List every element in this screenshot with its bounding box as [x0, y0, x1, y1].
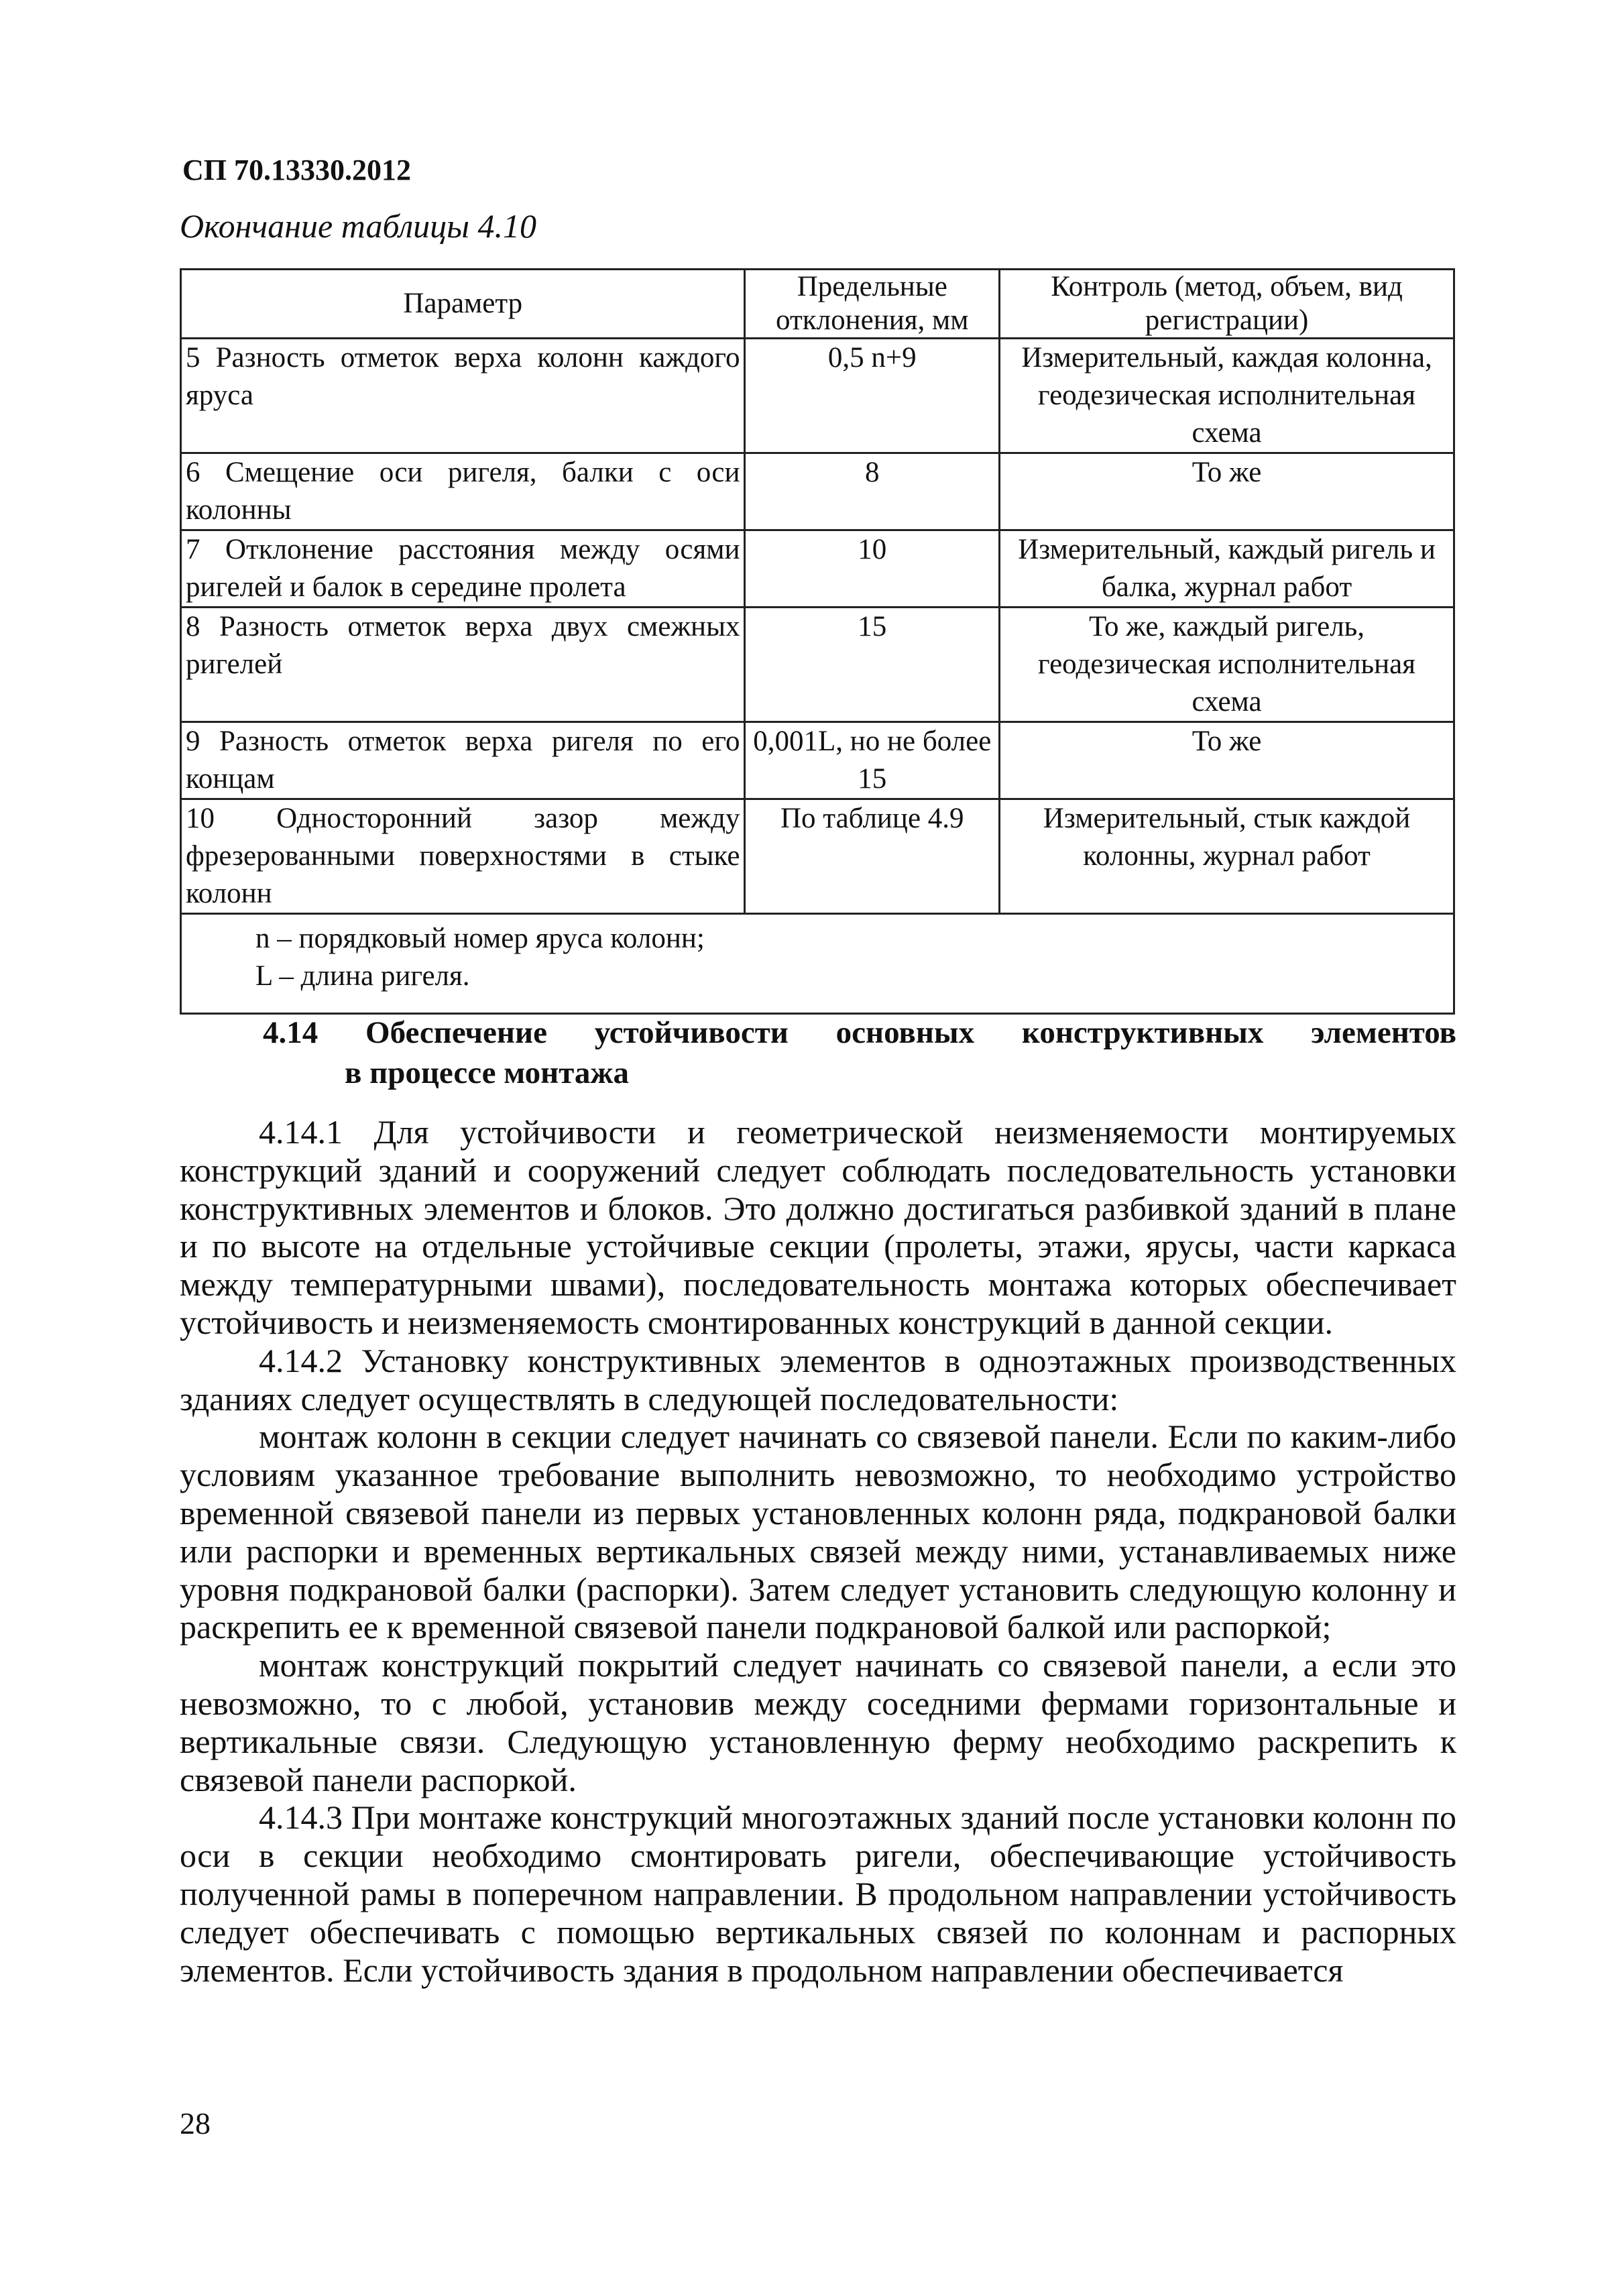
parameter-cell: 8 Разность отметок верха двух смежных ригелей — [181, 608, 745, 722]
column-header-deviation: Предельные отклонения, мм — [745, 270, 1000, 339]
section-heading-line1: 4.14 Обеспечение устойчивости основных конструктивных элементов — [263, 1015, 1456, 1050]
deviation-cell: 8 — [745, 453, 1000, 530]
tolerance-table — [180, 268, 1455, 1015]
parameter-cell: 7 Отклонение расстояния между осями ригелей и балок в середине пролета — [181, 530, 745, 608]
control-cell: То же — [1000, 722, 1454, 799]
table-row — [181, 608, 1454, 722]
deviation-cell: По таблице 4.9 — [745, 799, 1000, 914]
table-row — [181, 799, 1454, 914]
paragraph: монтаж конструкций покрытий следует начинать со связевой панели, а если это невозможно, то с любой, установив между соседними фермами горизонтальные и вертикальные связи. Следующую установленную ферму необходимо раскрепить к связевой панели распоркой. — [180, 1646, 1456, 1798]
paragraph: 4.14.3 При монтаже конструкций многоэтажных зданий после установки колонн по оси в секции необходимо смонтировать ригели, обеспечивающие устойчивость полученной рамы в поперечном направлении. В продольном направлении устойчивость следует обеспечивать с помощью вертикальных связей по колоннам и распорных элементов. Если устойчивость здания в продольном направлении обеспечивается — [180, 1798, 1456, 1989]
table-row — [181, 339, 1454, 453]
table-note: L – длина ригеля. — [255, 960, 470, 992]
section-heading-line2: в процессе монтажа — [345, 1055, 629, 1090]
section-heading — [263, 1013, 1456, 1093]
parameter-cell: 9 Разность отметок верха ригеля по его концам — [181, 722, 745, 799]
control-cell: То же — [1000, 453, 1454, 530]
table-notes-cell — [181, 914, 1454, 1014]
paragraph: 4.14.2 Установку конструктивных элементов в одноэтажных производственных зданиях следует осуществлять в следующей последовательности: — [180, 1341, 1456, 1418]
table-notes-row — [181, 914, 1454, 1014]
body-text — [180, 1113, 1456, 1989]
control-cell: Измерительный, каждый ригель и балка, журнал работ — [1000, 530, 1454, 608]
document-code: СП 70.13330.2012 — [182, 154, 411, 186]
parameter-cell: 6 Смещение оси ригеля, балки с оси колонны — [181, 453, 745, 530]
parameter-cell: 10 Односторонний зазор между фрезерованными поверхностями в стыке колонн — [181, 799, 745, 914]
paragraph: монтаж колонн в секции следует начинать со связевой панели. Если по каким-либо условиям указанное требование выполнить невозможно, то необходимо устройство временной связевой панели из первых установленных колонн ряда, подкрановой балки или распорки и временных вертикальных связей между ними, устанавливаемых ниже уровня подкрановой балки (распорки). Затем следует установить следующую колонну и раскрепить ее к временной связевой панели подкрановой балкой или распоркой; — [180, 1418, 1456, 1646]
table-row — [181, 722, 1454, 799]
deviation-cell: 15 — [745, 608, 1000, 722]
table-header-row — [181, 270, 1454, 339]
table-row — [181, 453, 1454, 530]
table-caption: Окончание таблицы 4.10 — [180, 207, 537, 245]
page-number: 28 — [180, 2106, 211, 2140]
parameter-cell: 5 Разность отметок верха колонн каждого яруса — [181, 339, 745, 453]
paragraph: 4.14.1 Для устойчивости и геометрической неизменяемости монтируемых конструкций зданий и сооружений следует соблюдать последовательность установки конструктивных элементов и блоков. Это должно достигаться разбивкой зданий в плане и по высоте на отдельные устойчивые секции (пролеты, этажи, ярусы, части каркаса между температурными швами), последовательность монтажа которых обеспечивает устойчивость и неизменяемость смонтированных конструкций в данной секции. — [180, 1113, 1456, 1341]
table-note: n – порядковый номер яруса колонн; — [255, 923, 705, 954]
table-row — [181, 530, 1454, 608]
control-cell: То же, каждый ригель, геодезическая исполнительная схема — [1000, 608, 1454, 722]
control-cell: Измерительный, стык каждой колонны, журнал работ — [1000, 799, 1454, 914]
control-cell: Измерительный, каждая колонна, геодезическая исполнительная схема — [1000, 339, 1454, 453]
deviation-cell: 0,001L, но не более 15 — [745, 722, 1000, 799]
deviation-cell: 0,5 n+9 — [745, 339, 1000, 453]
column-header-parameter: Параметр — [181, 270, 745, 339]
deviation-cell: 10 — [745, 530, 1000, 608]
column-header-control: Контроль (метод, объем, вид регистрации) — [1000, 270, 1454, 339]
